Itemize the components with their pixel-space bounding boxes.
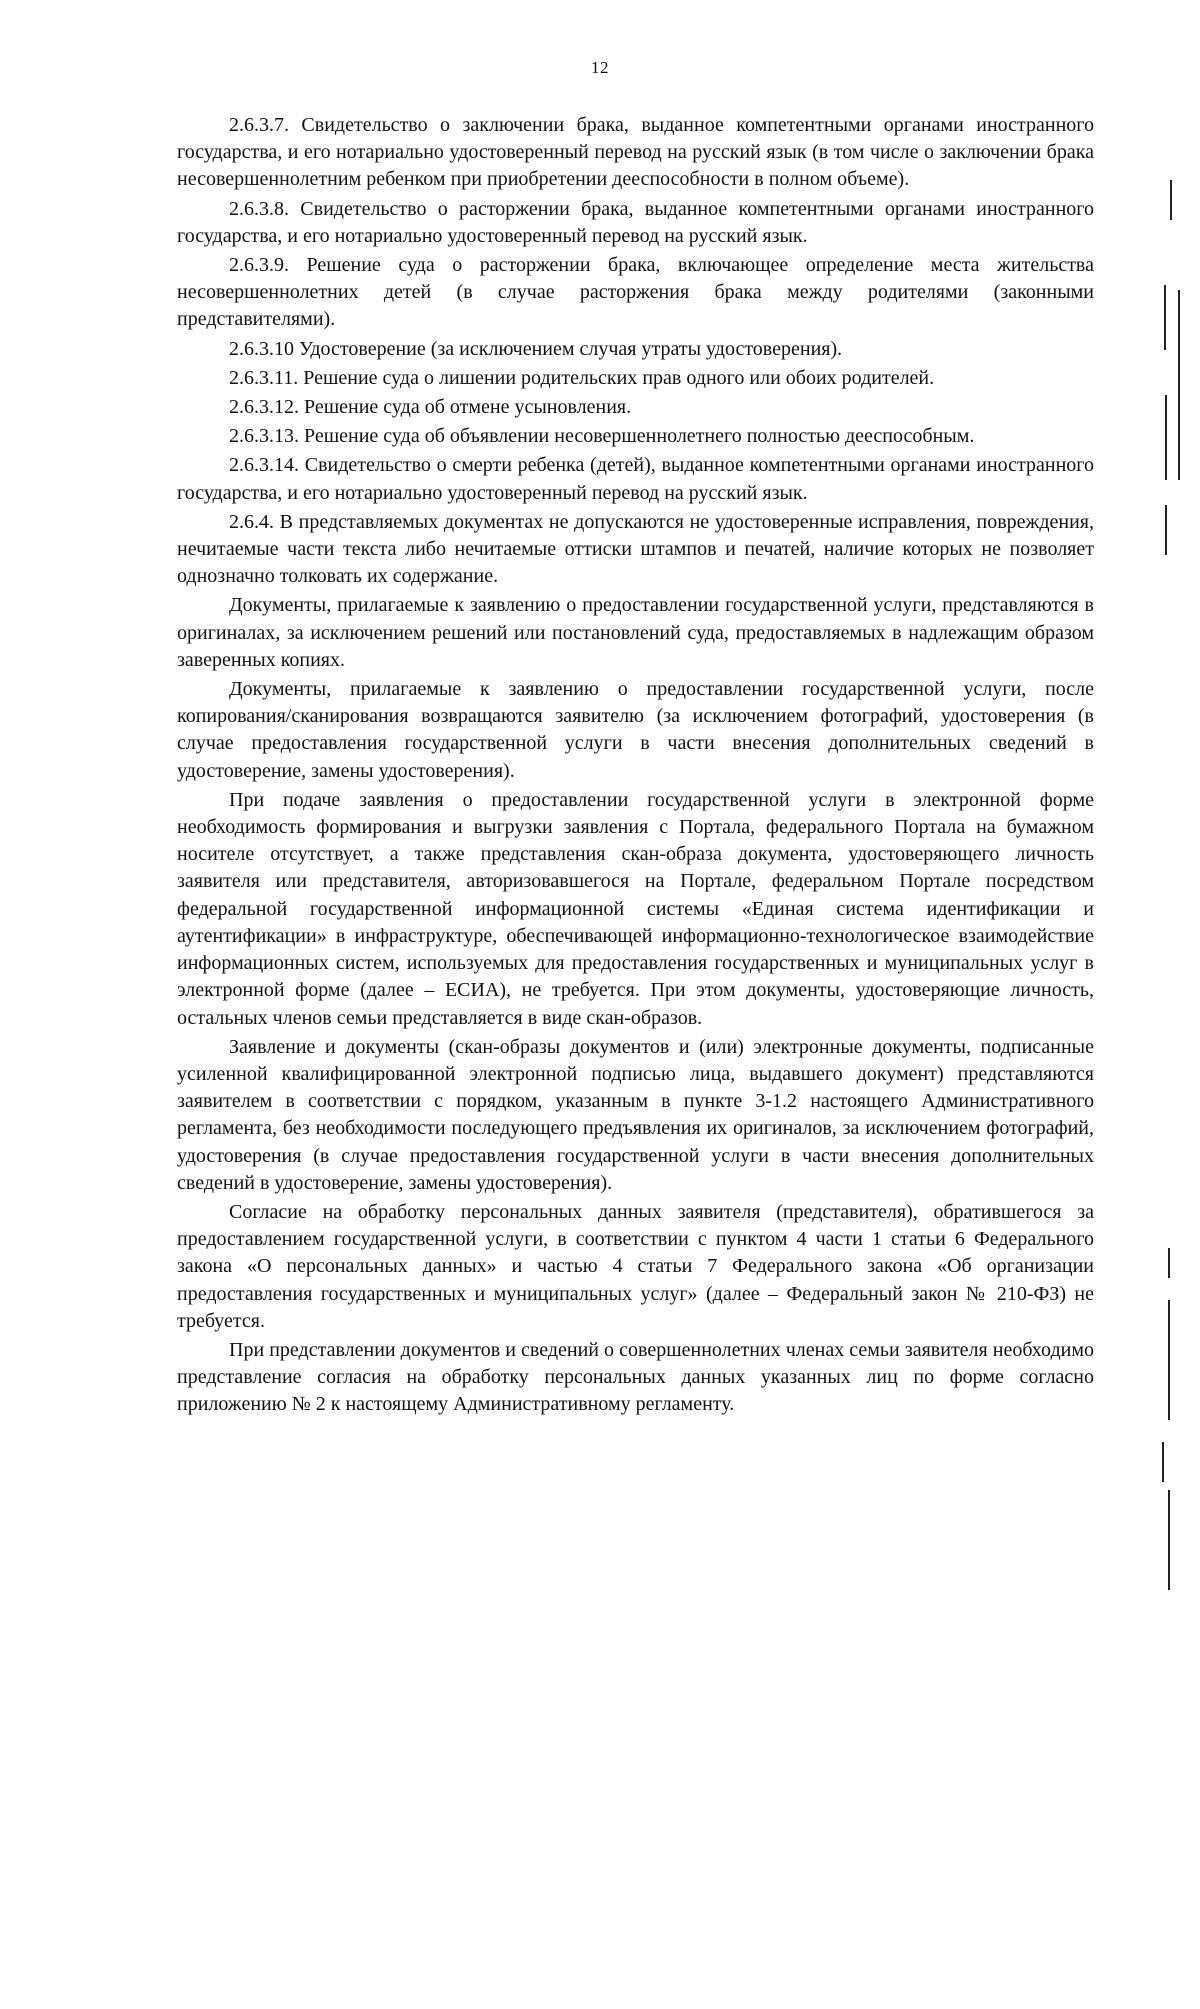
document-body xyxy=(177,112,1094,1421)
margin-change-bar xyxy=(1168,1300,1170,1420)
paragraph-2-6-3-8: 2.6.3.8. Свидетельство о расторжении брака, выданное компетентными органами иностранного государства, и его нотариально удостоверенный перевод на русский язык. xyxy=(177,197,1094,247)
paragraph-2-6-3-11: 2.6.3.11. Решение суда о лишении родительских прав одного или обоих родителей. xyxy=(229,366,935,389)
margin-change-bar xyxy=(1162,1442,1164,1482)
margin-change-bar xyxy=(1168,1490,1170,1590)
margin-change-bar xyxy=(1178,290,1180,480)
margin-change-bar xyxy=(1165,395,1167,480)
paragraph-2-6-3-12: 2.6.3.12. Решение суда об отмене усыновления. xyxy=(229,396,632,419)
margin-change-bar xyxy=(1170,180,1172,220)
paragraph-2-6-3-14: 2.6.3.14. Свидетельство о смерти ребенка (детей), выданное компетентными органами иностранного государства, и его нотариально удостоверенный перевод на русский язык. xyxy=(177,454,1094,504)
paragraph-consent-not-required: Согласие на обработку персональных данных заявителя (представителя), обратившегося за предоставлением государственной услуги, в соответствии с пунктом 4 части 1 статьи 6 Федерального закона «О персональных данных» и частью 4 статьи 7 Федерального закона «Об организации предоставления государственных и муниципальных услуг» (далее – Федеральный закон № 210-ФЗ) не требуется. xyxy=(177,1200,1094,1332)
paragraph-2-6-3-13: 2.6.3.13. Решение суда об объявлении несовершеннолетнего полностью дееспособным. xyxy=(229,425,975,448)
paragraph-consent-adult-members: При представлении документов и сведений о совершеннолетних членах семьи заявителя необходимо представление согласия на обработку персональных данных указанных лиц по форме согласно приложению № 2 к настоящему Административному регламенту. xyxy=(177,1338,1094,1416)
paragraph-2-6-3-9: 2.6.3.9. Решение суда о расторжении брака, включающее определение места жительства несовершеннолетних детей (в случае расторжения брака между родителями (законными представителями). xyxy=(177,254,1094,331)
paragraph-scan-images: Заявление и документы (скан-образы документов и (или) электронные документы, подписанные усиленной квалифицированной электронной подписью лица, выдавшего документ) представляются заявителем в соответствии с порядком, указанным в пункте 3-1.2 настоящего Административного регламента, без необходимости последующего предъявления их оригиналов, за исключением фотографий, удостоверения (в случае предоставления государственной услуги в части внесения дополнительных сведений в удостоверение, замены удостоверения). xyxy=(177,1035,1094,1194)
margin-change-bar xyxy=(1165,505,1167,555)
paragraph-2-6-4: 2.6.4. В представляемых документах не допускаются не удостоверенные исправления, повреждения, нечитаемые части текста либо нечитаемые оттиски штампов и печатей, наличие которых не позволяет однозначно толковать их содержание. xyxy=(177,510,1094,588)
paragraph-2-6-3-7: 2.6.3.7. Свидетельство о заключении брака, выданное компетентными органами иностранного государства, и его нотариально удостоверенный перевод на русский язык (в том числе о заключении брака несовершеннолетним ребенком при приобретении дееспособности в полном объеме). xyxy=(177,114,1094,191)
paragraph-2-6-3-10: 2.6.3.10 Удостоверение (за исключением случая утраты удостоверения). xyxy=(229,337,843,360)
paragraph-return-documents: Документы, прилагаемые к заявлению о предоставлении государственной услуги, после копирования/сканирования возвращаются заявителю (за исключением фотографий, удостоверения (в случае предоставления государственной услуги в части внесения дополнительных сведений в удостоверение, замены удостоверения). xyxy=(177,678,1094,782)
paragraph-originals: Документы, прилагаемые к заявлению о предоставлении государственной услуги, представляются в оригиналах, за исключением решений или постановлений суда, предоставляемых в надлежащим образом заверенных копиях. xyxy=(177,594,1094,671)
margin-change-bar xyxy=(1168,1248,1170,1278)
margin-change-bar xyxy=(1164,285,1166,350)
page-number: 12 xyxy=(591,58,609,77)
paragraph-electronic-submission: При подаче заявления о предоставлении государственной услуги в электронной форме необходимость формирования и выгрузки заявления с Портала, федерального Портала на бумажном носителе отсутствует, а также представления скан-образа документа, удостоверяющего личность заявителя или представителя, авторизовавшегося на Портале, федеральном Портале посредством федеральной государственной информационной системы «Единая система идентификации и аутентификации» в инфраструктуре, обеспечивающей информационно-технологическое взаимодействие информационных систем, используемых для предоставления государственных и муниципальных услуг в электронной форме (далее – ЕСИА), не требуется. При этом документы, удостоверяющие личность, остальных членов семьи представляется в виде скан-образов. xyxy=(177,788,1094,1029)
